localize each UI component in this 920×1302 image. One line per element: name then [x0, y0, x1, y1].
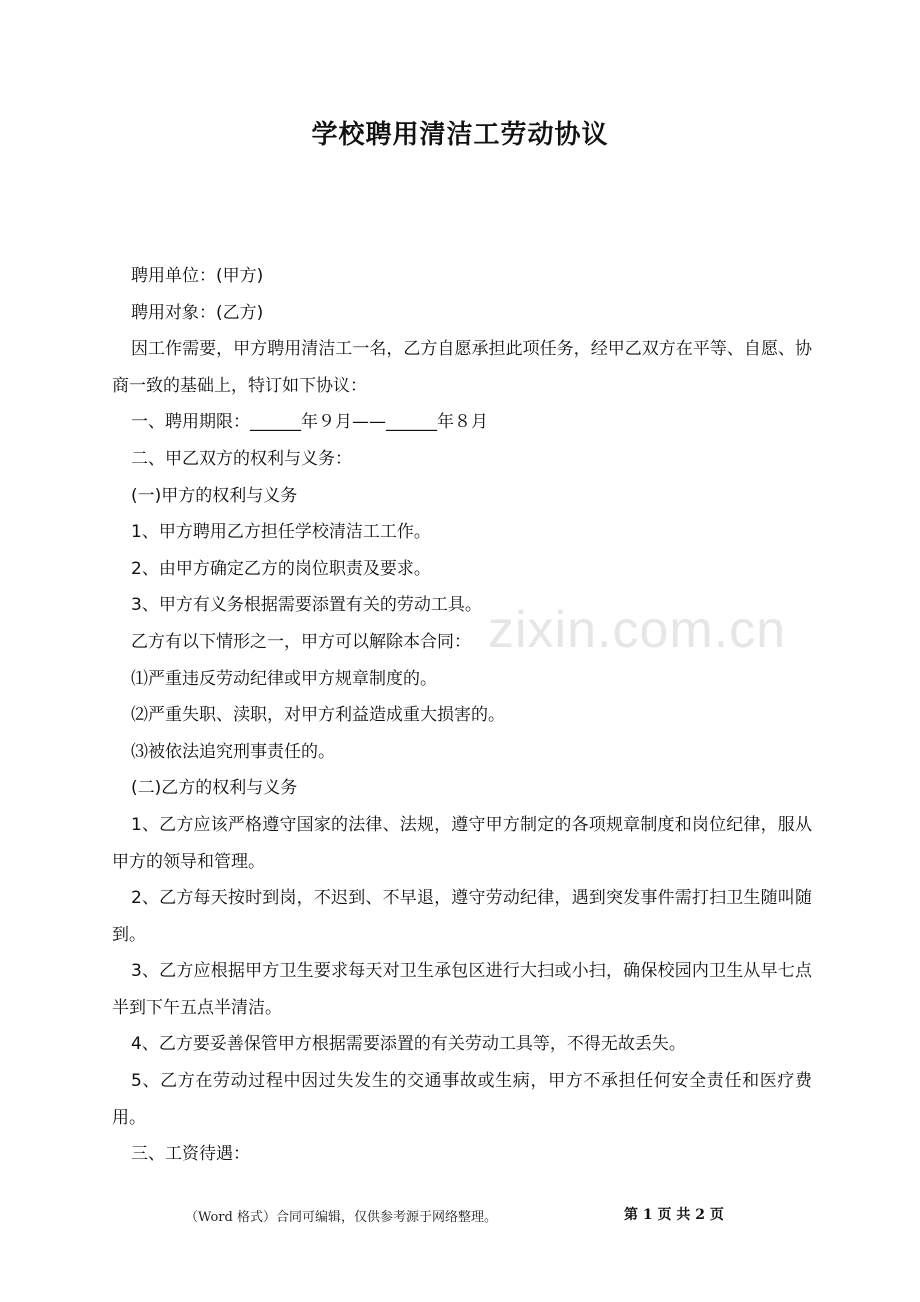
list-item: 2、乙方每天按时到岗，不迟到、不早退，遵守劳动纪律，遇到突发事件需打扫卫生随叫随到。 [112, 888, 812, 945]
paragraph-employer: 聘用单位：(甲方) [131, 266, 264, 286]
footer-note: （Word 格式）合同可编辑，仅供参考源于网络整理。 [185, 1210, 497, 1225]
list-item: 3、乙方应根据甲方卫生要求每天对卫生承包区进行大扫或小扫，确保校园内卫生从早七点半到下午五点半清洁。 [112, 961, 812, 1018]
list-item: ⑵严重失职、渎职，对甲方利益造成重大损害的。 [131, 705, 505, 726]
watermark-text: zixin.com.cn [488, 601, 787, 659]
page-total: 2 [695, 1207, 705, 1223]
list-item: 3、甲方有义务根据需要添置有关的劳动工具。 [131, 595, 482, 616]
paragraph-preamble: 因工作需要，甲方聘用清洁工一名，乙方自愿承担此项任务，经甲乙双方在平等、自愿、协商一致的基础上，特订如下协议： [112, 339, 812, 396]
paragraph-employee: 聘用对象：(乙方) [131, 302, 264, 323]
list-item: 4、乙方要妥善保管甲方根据需要添置的有关劳动工具等，不得无故丢失。 [131, 1034, 686, 1055]
paragraph-term: 一、聘用期限：______年９月——______年８月 [131, 412, 488, 433]
list-item: ⑴严重违反劳动纪律或甲方规章制度的。 [131, 668, 437, 689]
paragraph-termination: 乙方有以下情形之一，甲方可以解除本合同： [131, 631, 471, 652]
page-suffix: 页 [709, 1207, 724, 1223]
list-item: 2、由甲方确定乙方的岗位职责及要求。 [131, 558, 431, 579]
subsection-heading-party-a: (一)甲方的权利与义务 [131, 485, 298, 506]
section-heading-rights: 二、甲乙双方的权利与义务： [131, 448, 352, 469]
list-item: ⑶被依法追究刑事责任的。 [131, 741, 335, 762]
page-indicator [624, 1204, 724, 1224]
document-title: 学校聘用清洁工劳动协议 [311, 120, 609, 150]
section-heading-salary: 三、工资待遇： [131, 1144, 250, 1165]
list-item: 1、甲方聘用乙方担任学校清洁工工作。 [131, 522, 431, 543]
document-body [112, 258, 812, 1173]
page-prefix: 第 [624, 1207, 638, 1223]
subsection-heading-party-b: (二)乙方的权利与义务 [131, 778, 298, 799]
list-item: 5、乙方在劳动过程中因过失发生的交通事故或生病，甲方不承担任何安全责任和医疗费用。 [112, 1071, 812, 1128]
page-mid: 页 共 [657, 1207, 691, 1223]
list-item: 1、乙方应该严格遵守国家的法律、法规，遵守甲方制定的各项规章制度和岗位纪律，服从甲方的领导和管理。 [112, 814, 812, 872]
page-current: 1 [642, 1207, 653, 1223]
